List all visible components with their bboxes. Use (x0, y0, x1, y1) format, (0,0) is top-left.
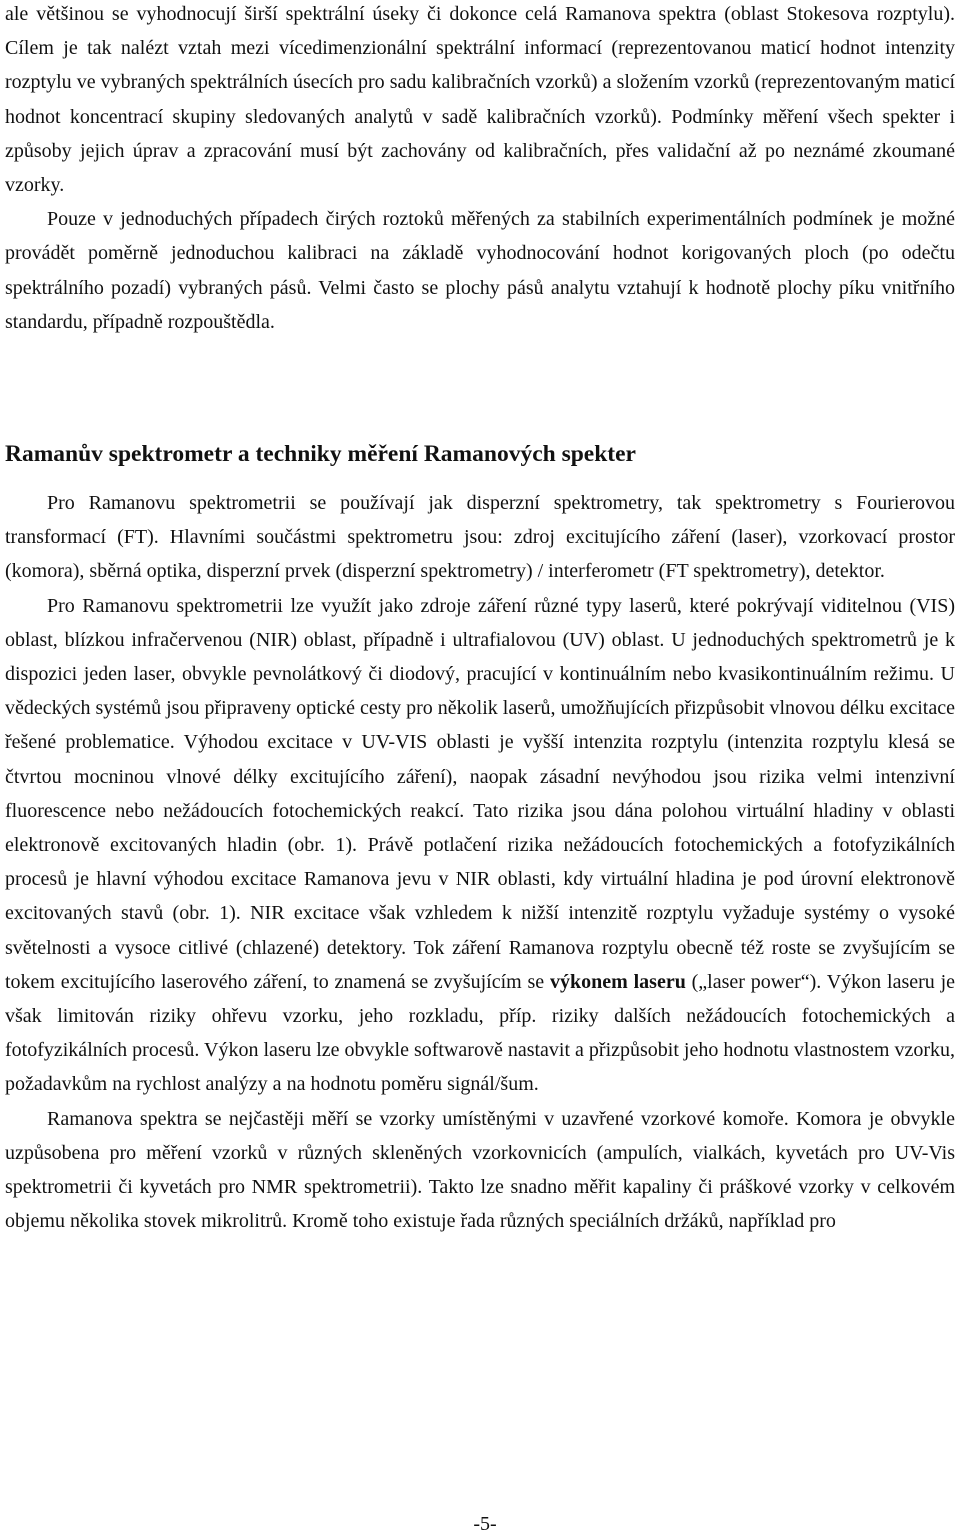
lasers-text-end: („laser power“). Výkon laseru je však limitován riziky ohřevu vzorku, jeho rozkladu, příp. riziky dalších nežádoucích fotochemických a fotofyzikálních procesů. Výkon laseru lze obvykle softwarově nastavit a přizpůsobit jeho hodnotu vlastnostem vzorku, požadavkům na rychlost analýzy a na hodnotu poměru signál/šum. (5, 970, 956, 1096)
paragraph-lasers (5, 589, 955, 1102)
document-page (5, 0, 956, 1535)
paragraph-sample-chamber: Ramanova spektra se nejčastěji měří se vzorky umístěnými v uzavřené vzorkové komoře. Komora je obvykle uzpůsobena pro měření vzorků v různých skleněných vzorkovnicích (ampulích, vialkách, kyvetách pro UV-Vis spektrometrii či kyvetách pro NMR spektrometrii). Takto lze snadno měřit kapaliny či práškové vzorky v celkovém objemu několika stovek mikrolitrů. Kromě toho existuje řada různých speciálních držáků, například pro (5, 1107, 955, 1233)
section-heading: Ramanův spektrometr a techniky měření Ramanových spekter (5, 441, 636, 467)
page-number: -5- (473, 1513, 497, 1535)
paragraph-spectrometer-parts: Pro Ramanovu spektrometrii se používají jak disperzní spektrometry, tak spektrometry s Fourierovou transformací (FT). Hlavními součástmi spektrometru jsou: zdroj excitujícího záření (laser), vzorkovací prostor (komora), sběrná optika, disperzní prvek (disperzní spektrometry) / interferometr (FT spektrometry), detektor. (5, 492, 955, 583)
section-body (5, 486, 955, 1238)
paragraph-continuation: ale většinou se vyhodnocují širší spektrální úseky či dokonce celá Ramanova spektra (oblast Stokesova rozptylu). Cílem je tak nalézt vztah mezi vícedimenzionální spektrální informací (reprezentovanou maticí hodnot intenzity rozptylu ve vybraných spektrálních úsecích pro sadu kalibračních vzorků) a složením vzorků (reprezentovaným maticí hodnot koncentrací skupiny sledovaných analytů v sadě kalibračních vzorků). Podmínky měření všech spekter i způsoby jejich úprav a zpracování musí být zachovány od kalibračních, přes validační až po neznámé zkoumané vzorky. (5, 3, 955, 197)
lasers-text-start: Pro Ramanovu spektrometrii lze využít jako zdroje záření různé typy laserů, které pokrývají viditelnou (VIS) oblast, blízkou infračervenou (NIR) oblast, případně i ultrafialovou (UV) oblast. U jednoduchých spektrometrů je k dispozici jeden laser, obvykle pevnolátkový či diodový, pracující v kontinuálním nebo kvasikontinuálním režimu. U vědeckých systémů jsou připraveny optické cesty pro několik laserů, umožňujících přizpůsobit vlnovou délku excitace řešené problematice. Výhodou excitace v UV-VIS oblasti je vyšší intenzita rozptylu (intenzita rozptylu klesá se čtvrtou mocninou vlnové délky excitujícího záření), naopak zásadní nevýhodou jsou rizika velmi intenzivní fluorescence nebo nežádoucích fotochemických reakcí. Tato rizika jsou dána polohou virtuální hladiny v oblasti elektronově excitovaných hladin (obr. 1). Právě potlačení rizika nežádoucích fotochemických a fotofyzikálních procesů je hlavní výhodou excitace Ramanova jevu v NIR oblasti, kdy virtuální hladina je pod úrovní elektronově excitovaných stavů (obr. 1). NIR excitace však vzhledem k nižší intenzitě rozptylu vyžaduje systémy o vysoké světelnosti a vysoce citlivé (chlazené) detektory. Tok záření Ramanova rozptylu obecně též roste se zvyšujícím se tokem excitujícího laserového záření, to znamená se zvyšujícím se (5, 594, 955, 993)
paragraph-simple-calibration: Pouze v jednoduchých případech čirých roztoků měřených za stabilních experimentálních podmínek je možné provádět poměrně jednoduchou kalibraci na základě vyhodnocování hodnot korigovaných ploch (po odečtu spektrálního pozadí) vybraných pásů. Velmi často se plochy pásů analytu vztahují k hodnotě plochy píku vnitřního standardu, případně rozpouštědla. (5, 208, 955, 333)
laser-power-term: výkonem laseru (550, 970, 686, 993)
